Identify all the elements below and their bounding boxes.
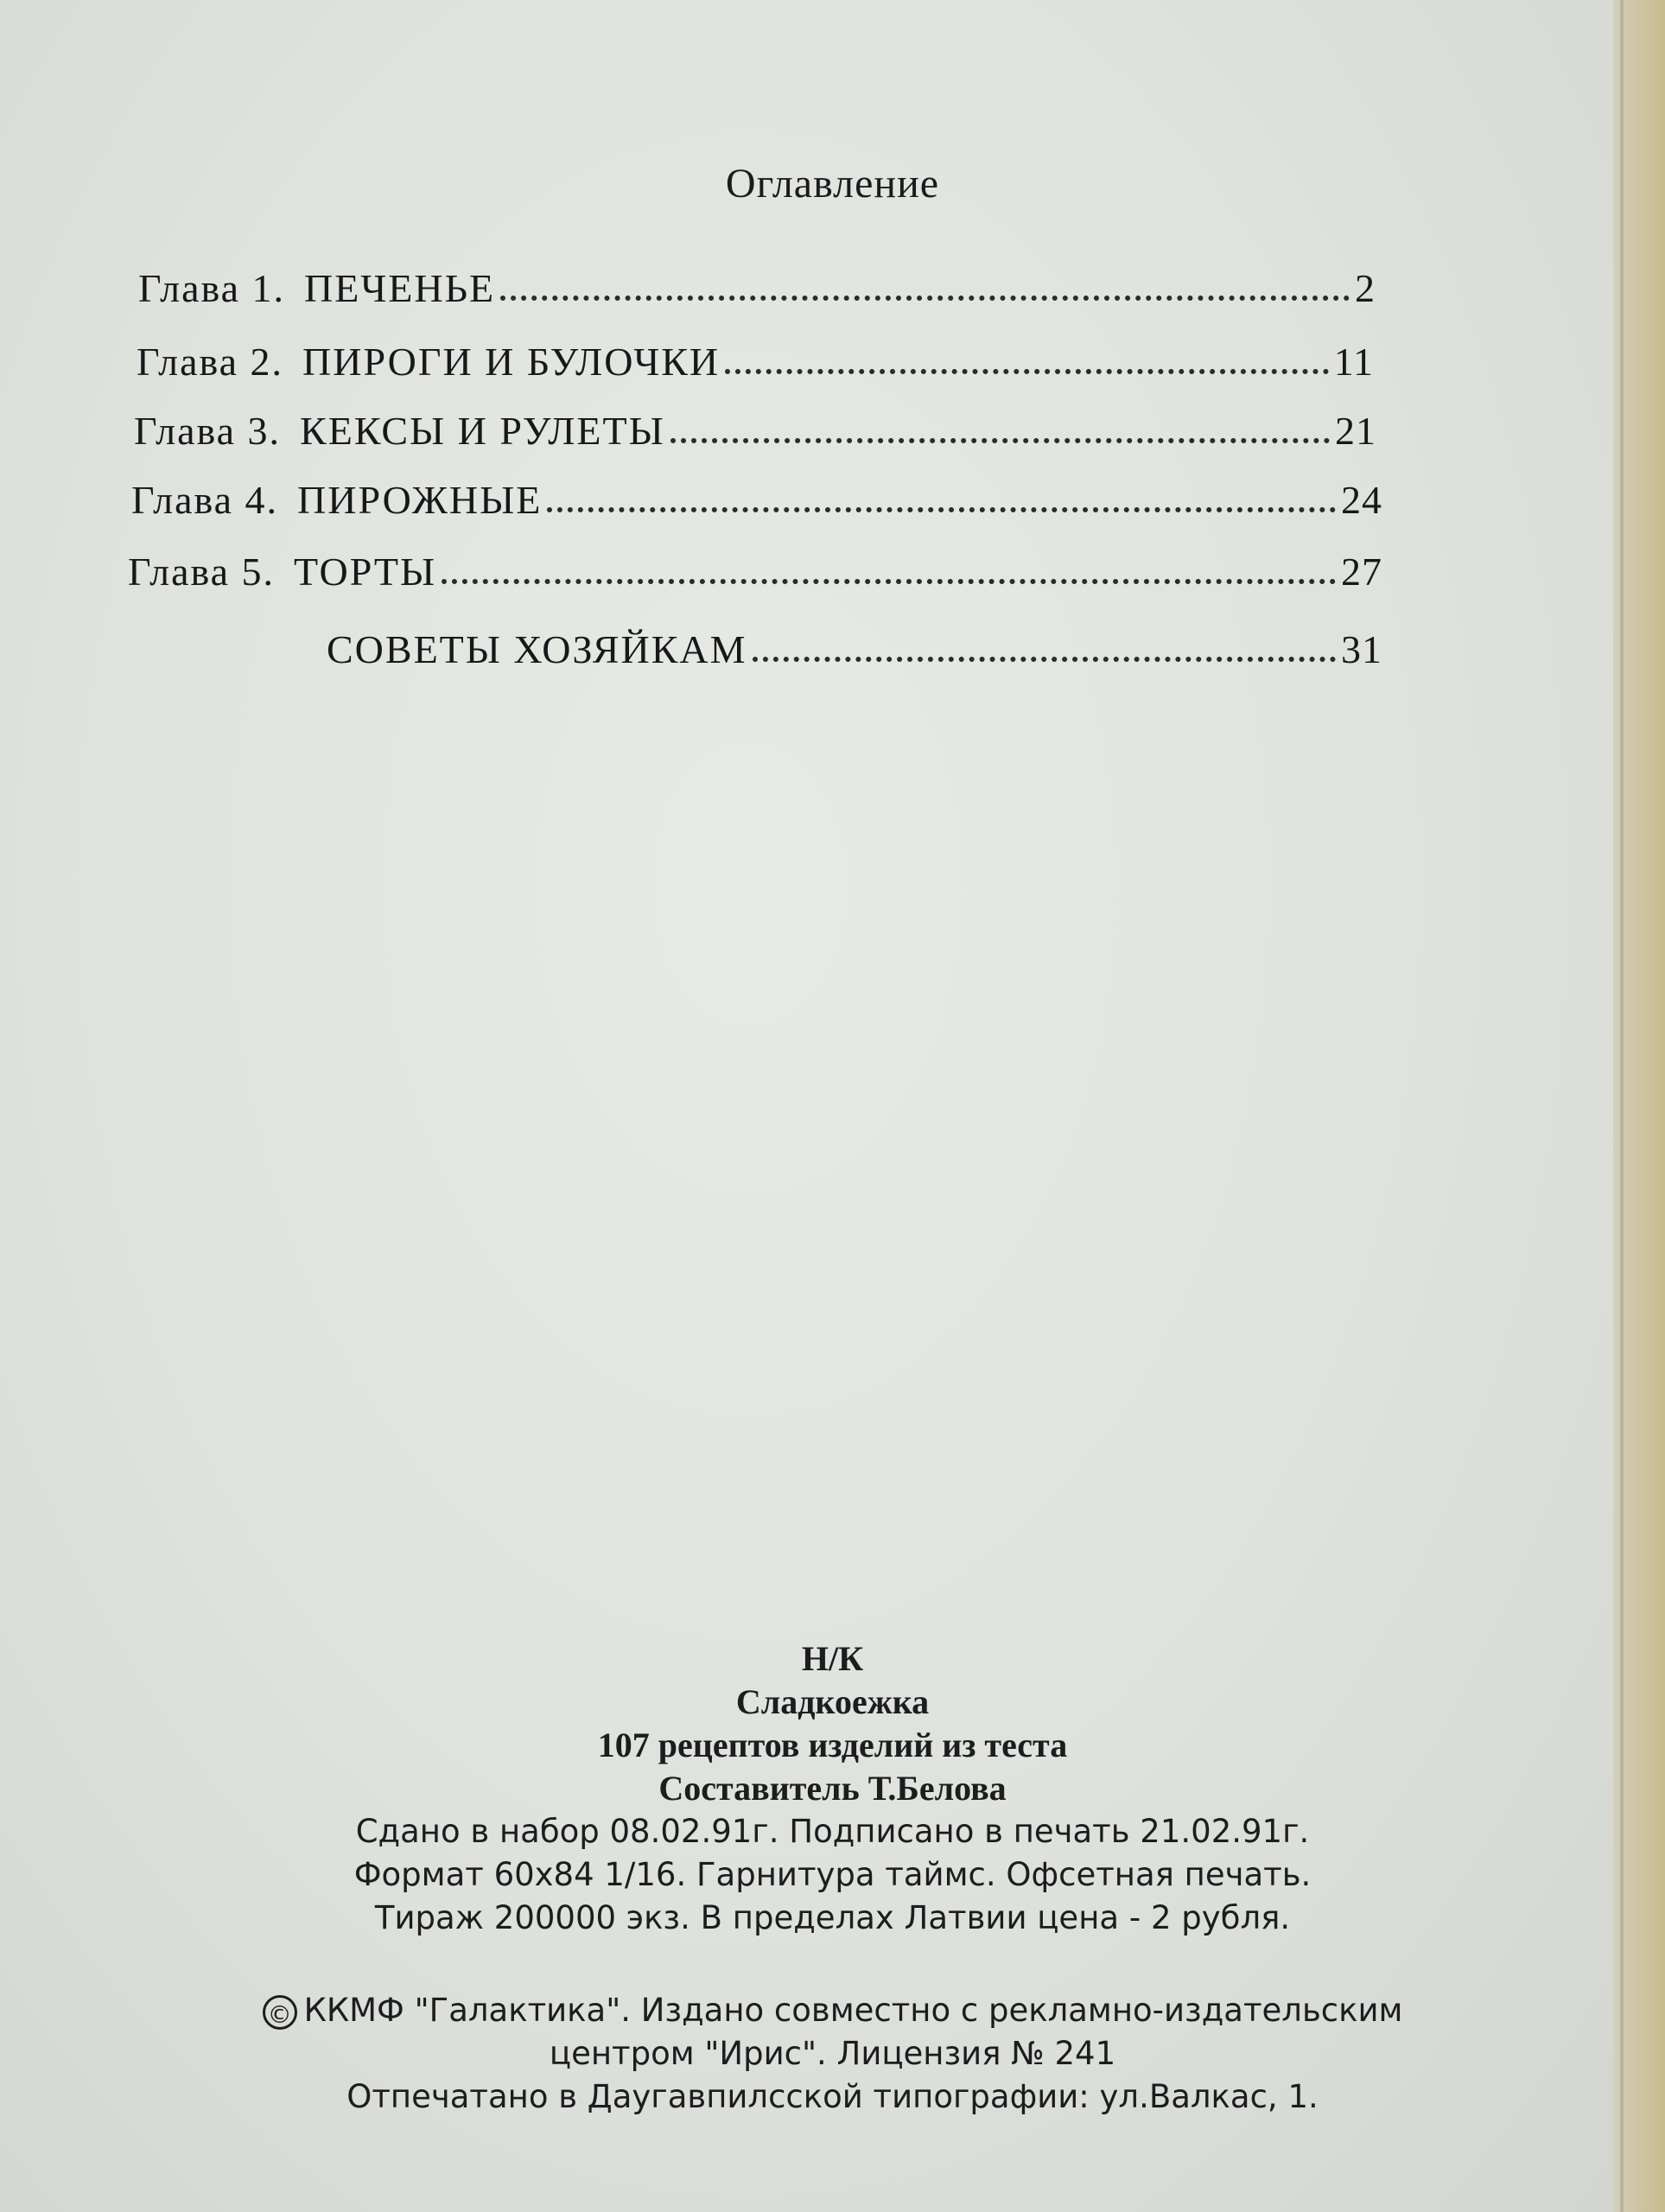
copyright-line-3: Отпечатано в Даугавпилсской типографии: ул.Валкас, 1. (346, 2078, 1319, 2115)
toc-chapter-number: Глава 4. (131, 478, 279, 522)
copyright-text-1: ККМФ "Галактика". Издано совместно с рекламно-издательским (303, 1992, 1403, 2029)
copyright-line-1 (0, 1989, 1665, 2032)
imprint-block (0, 1637, 1665, 1940)
toc-dot-leader (725, 369, 1329, 374)
copyright-block (0, 1989, 1665, 2119)
toc-dot-leader (442, 579, 1336, 584)
copyright-line-2: центром "Ирис". Лицензия № 241 (549, 2035, 1116, 2072)
toc-chapter-name: ПИРОГИ И БУЛОЧКИ (302, 340, 721, 384)
toc-chapter-number: Глава 5. (128, 550, 276, 594)
imprint-circulation: Тираж 200000 экз. В пределах Латвии цена - 2 рубля. (374, 1899, 1291, 1936)
imprint-format: Формат 60х84 1/16. Гарнитура таймс. Офсетная печать. (353, 1856, 1312, 1893)
imprint-subtitle: 107 рецептов изделий из теста (597, 1726, 1068, 1764)
toc-chapter-name: ТОРТЫ (294, 550, 437, 594)
toc-dot-leader (500, 296, 1350, 301)
toc-page-number: 11 (1333, 340, 1374, 384)
toc-chapter-name: КЕКСЫ И РУЛЕТЫ (300, 409, 665, 453)
toc-entry (138, 259, 1376, 311)
toc-chapter-number: Глава 3. (134, 409, 282, 453)
toc-entry (137, 333, 1374, 385)
toc-dot-leader (547, 507, 1336, 512)
toc-page-number: 31 (1341, 627, 1382, 671)
toc-title: Оглавление (725, 161, 940, 207)
toc-entry (128, 543, 1382, 594)
toc-entry (327, 620, 1382, 672)
toc-dot-leader (753, 657, 1337, 662)
toc-page-number: 24 (1341, 478, 1382, 522)
toc-chapter-name: ПИРОЖНЫЕ (297, 478, 543, 522)
toc-chapter-name: ПЕЧЕНЬЕ (304, 266, 496, 310)
toc-page-number: 21 (1335, 409, 1376, 453)
toc-dot-leader (670, 438, 1330, 443)
copyright-symbol-icon: © (263, 1995, 297, 2030)
imprint-code: Н/К (801, 1639, 864, 1678)
toc-chapter-number: Глава 2. (137, 340, 284, 384)
imprint-book-title: Сладкоежка (735, 1682, 930, 1721)
toc-entry (131, 471, 1382, 523)
imprint-compiler: Составитель Т.Белова (658, 1769, 1007, 1808)
toc-chapter-number: Глава 1. (138, 266, 286, 310)
toc-chapter-name: СОВЕТЫ ХОЗЯЙКАМ (327, 627, 747, 671)
toc-page-number: 27 (1341, 550, 1382, 594)
toc-page-number: 2 (1355, 266, 1376, 310)
toc-entry (134, 402, 1376, 454)
imprint-dates: Сдано в набор 08.02.91г. Подписано в печать 21.02.91г. (355, 1813, 1310, 1850)
